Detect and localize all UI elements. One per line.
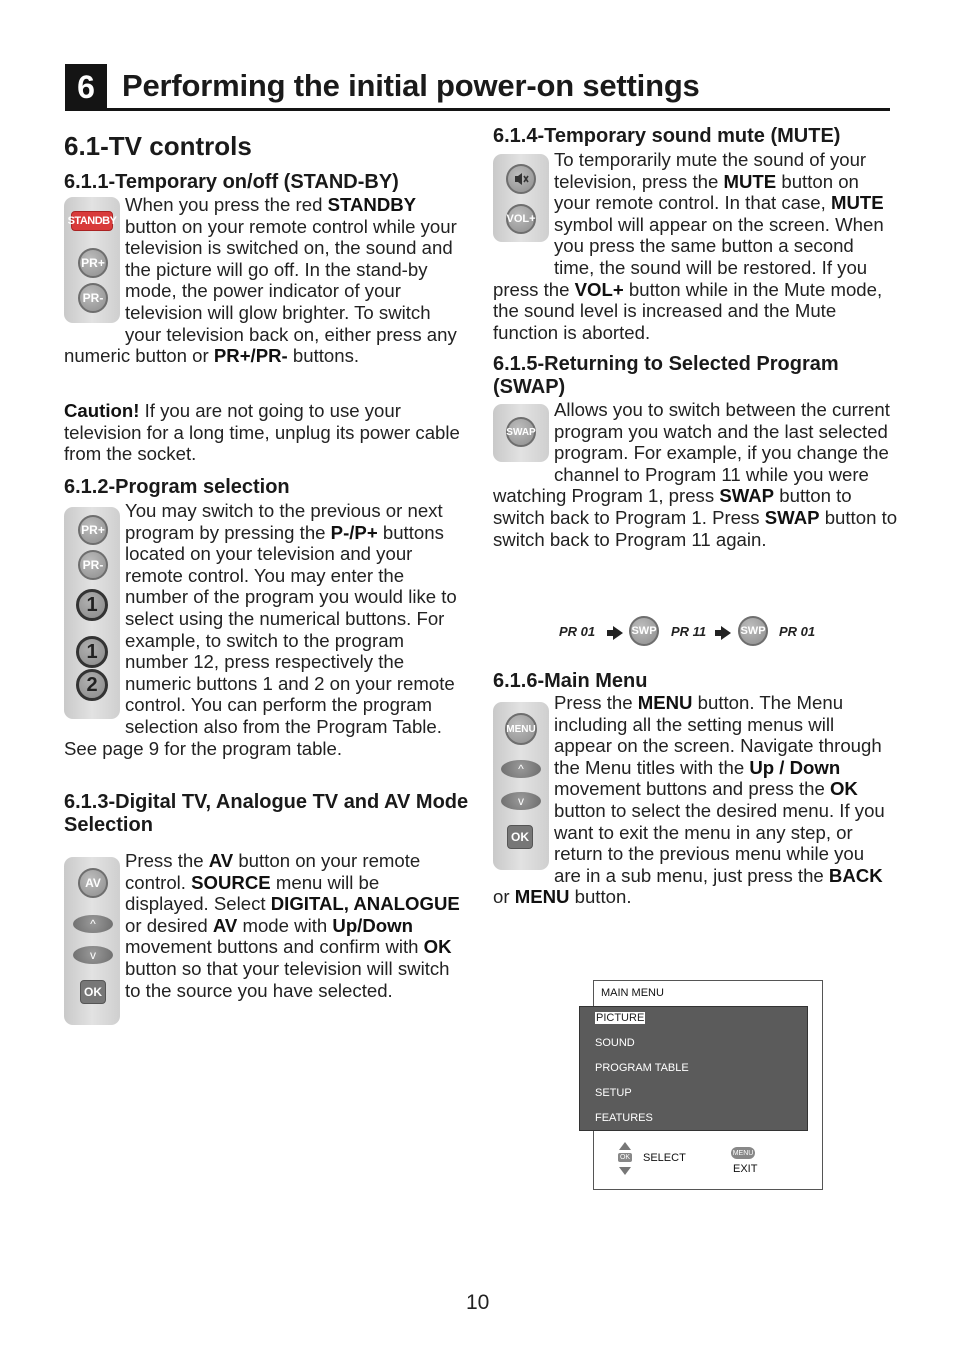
program-heading: 6.1.2-Program selection: [64, 476, 290, 498]
pr-minus-button: PR-: [78, 550, 108, 580]
swap-sequence-pr-01: PR 01: [779, 624, 816, 639]
program-body: You may switch to the previous or next program by pressing the P-/P+ buttons located on your television and your remote control. You may enter the number of the program you would like to select using the numerical buttons. For example, to switch to the program number 12, press respectively the numeric buttons 1 and 2 on your remote control. You can perform the program selection also from the Program Table. See page 9 for the program table.: [64, 500, 457, 759]
ok-key-icon: OK: [619, 1154, 631, 1161]
up-arrow-icon: [619, 1142, 631, 1150]
av-button: AV: [78, 868, 108, 898]
vol-plus-button: VOL+: [506, 204, 536, 234]
menu-button: MENU: [505, 713, 537, 745]
chapter-title: Performing the initial power-on settings: [122, 68, 700, 103]
chapter-rule: [65, 108, 890, 111]
swap-body: Allows you to switch between the current program you watch and the last selected program. For example, if you change the channel to Program 11 while you were watching Program 1, press SWAP button to switch back to Program 1. Press SWAP button to switch back to Program 11 again.: [493, 399, 898, 550]
numeric-button-2: 2: [76, 669, 108, 701]
menu-item-features[interactable]: FEATURES: [595, 1112, 653, 1124]
down-arrow-icon: v: [73, 946, 113, 964]
down-arrow-icon: [619, 1167, 631, 1175]
caution-note: Caution! If you are not going to use your television for a long time, unplug its power cable from the socket.: [64, 400, 460, 465]
menu-item-picture[interactable]: PICTURE: [596, 1012, 645, 1024]
page-number: 10: [466, 1291, 490, 1314]
pr-plus-button: PR+: [78, 515, 108, 545]
sequence-arrow-icon: [613, 626, 623, 640]
menu-item-program-table[interactable]: PROGRAM TABLE: [595, 1062, 689, 1074]
ok-button: OK: [507, 825, 533, 849]
numeric-button-1: 1: [76, 636, 108, 668]
main-menu-screen-title: MAIN MENU: [601, 987, 664, 999]
menu-item-setup[interactable]: SETUP: [595, 1087, 632, 1099]
swap-button: SWP: [629, 616, 659, 646]
standby-button: STANDBY: [71, 211, 113, 231]
standby-body: When you press the red STANDBY button on your remote control while your television is switched on, the sound and the picture will go off. In the stand-by mode, the power indicator of your television will glow brighter. To switch your television back on, either press any numeric button or PR+/PR- buttons.: [64, 194, 457, 367]
swap-button: SWAP: [506, 417, 536, 447]
chapter-number: 6: [65, 64, 107, 110]
up-arrow-icon: ^: [501, 760, 541, 778]
down-arrow-icon: v: [501, 792, 541, 810]
numeric-button-1: 1: [76, 589, 108, 621]
ok-button: OK: [80, 980, 106, 1004]
main-menu-body: Press the MENU button. The Menu including all the setting menus will appear on the screen. Navigate through the Menu titles with the Up / Down movement buttons and press the OK button to select the desired menu. If you want to exit the menu in any step, or return to the previous menu while you are in a sub menu, just press the BACK or MENU button.: [493, 692, 885, 908]
exit-label: EXIT: [733, 1163, 758, 1175]
swap-sequence-pr-11: PR 11: [671, 624, 707, 639]
menu-item-sound[interactable]: SOUND: [595, 1037, 635, 1049]
mode-body: Press the AV button on your remote control. SOURCE menu will be displayed. Select DIGITAL, ANALOGUE or desired AV mode with Up/Down movement buttons and confirm with OK button so that your television will switch to the source you have selected.: [125, 850, 460, 1001]
standby-heading: 6.1.1-Temporary on/off (STAND-BY): [64, 171, 399, 193]
main-menu-heading: 6.1.6-Main Menu: [493, 670, 648, 692]
sequence-arrow-icon: [721, 626, 731, 640]
swap-heading: 6.1.5-Returning to Selected Program (SWAP): [493, 353, 839, 398]
menu-key-icon: MENU: [731, 1147, 755, 1159]
mute-body: To temporarily mute the sound of your television, press the MUTE button on your remote control. In that case, MUTE symbol will appear on the screen. When you press the same button a second time, the sound will be restored. If you press the VOL+ button while in the Mute mode, the sound level is increased and the Mute function is aborted.: [493, 149, 884, 343]
pr-minus-button: PR-: [78, 283, 108, 313]
section-title: 6.1-TV controls: [64, 131, 252, 161]
up-arrow-icon: ^: [73, 915, 113, 933]
mute-heading: 6.1.4-Temporary sound mute (MUTE): [493, 125, 841, 147]
select-label: SELECT: [643, 1152, 686, 1164]
mode-heading: 6.1.3-Digital TV, Analogue TV and AV Mode Selection: [64, 791, 469, 836]
swap-button: SWP: [738, 616, 768, 646]
pr-plus-button: PR+: [78, 248, 108, 278]
swap-sequence-pr-01: PR 01: [559, 624, 596, 639]
